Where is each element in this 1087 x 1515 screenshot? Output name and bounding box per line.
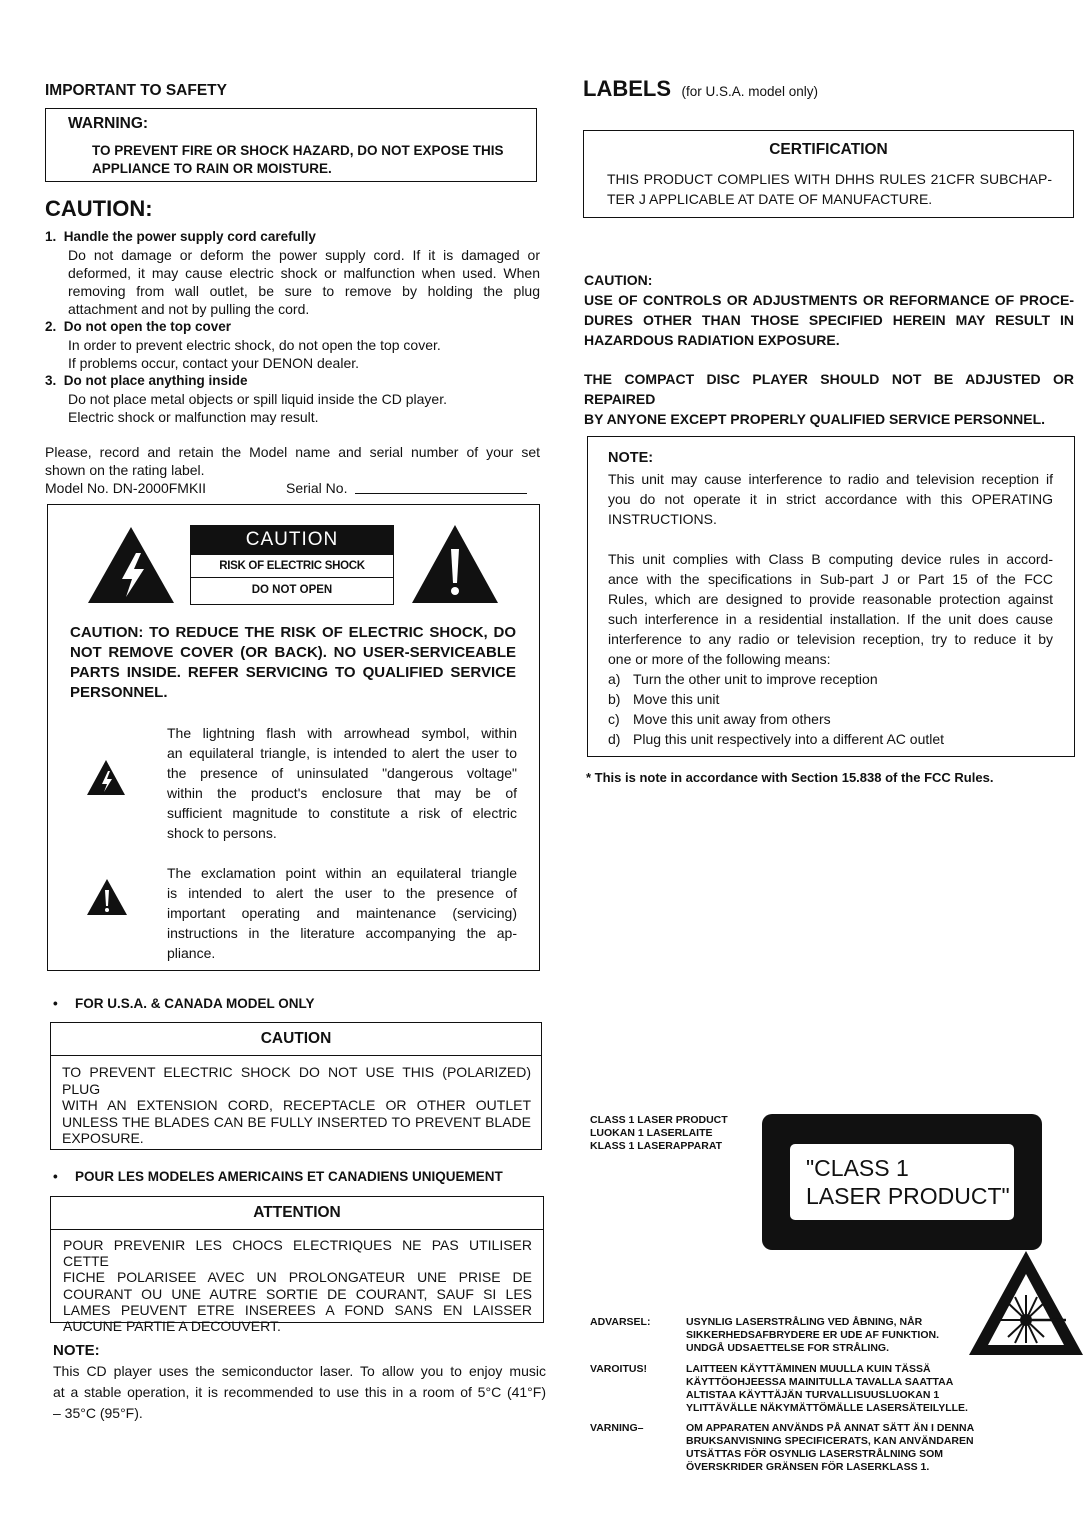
usa-caution-divider [51,1055,541,1056]
certification-text: THIS PRODUCT COMPLIES WITH DHHS RULES 21CFR SUBCHAP- TER J APPLICABLE AT DATE OF MANUFACTURE. [607,171,1052,207]
warning-text-fi: LAITTEEN KÄYTTÄMINEN MUULLA KUIN TÄSSÄ KÄYTTÖOHJEESSA MAINITULLA TAVALLA SAATTAA ALTISTAA KÄYTTÄJÄN TURVALLISUUSLUOKAN 1 YLITTÄVÄLLE NÄKYMÄTTÖMÄLLE LASERSÄTEILYLLE. [686,1363,968,1414]
fr-attention-text: POUR PREVENIR LES CHOCS ELECTRIQUES NE PAS UTILISER CETTE FICHE POLARISEE AVEC UN PROLONGATEUR UNE PRISE DE COURANT OU UNE AUTRE SORTIE DE COURANT, SAUF SI LES LAMES PEUVENT ETRE INSEREES A FOND SANS EN LAISSER AUCUNE PARTIE A DECOUVERT. [63,1237,532,1335]
class1-laser-label-text: "CLASS 1 LASER PRODUCT" [806,1155,1010,1209]
cd-service-warning: THE COMPACT DISC PLAYER SHOULD NOT BE ADJUSTED OR REPAIRED BY ANYONE EXCEPT PROPERLY QUALIFIED SERVICE PERSONNEL. [584,371,1074,427]
shock-caution-text: CAUTION: TO REDUCE THE RISK OF ELECTRIC SHOCK, DO NOT REMOVE COVER (OR BACK). NO USER-SERVICEABLE PARTS INSIDE. REFER SERVICING TO QUALIFIED SERVICE PERSONNEL. [70,624,516,701]
model-number: Model No. DN-2000FMKII [45,480,207,496]
fr-attention-title: ATTENTION [253,1204,341,1221]
lightning-description: The lightning flash with arrowhead symbol, within an equilateral triangle, is intended to alert the user to the presence of uninsulated "dangerous voltage" within the product's enclosure that may be of sufficient magnitude to constitute a risk of electric shock to persons. [167,725,517,841]
fcc-note-p2: This unit complies with Class B computing device rules in accord- ance with the specifications in Sub-part J or Part 15 of the FCC Rules, which are designed to provide reasonable protection against such interference in a residential installation. If the unit does cause interference to any radio or television reception, try to reduce it by one or more of the following means: [608,551,1053,667]
caution-label-title: CAUTION [191,526,393,554]
labels-heading-row [583,76,818,102]
warning-text-da: USYNLIG LASERSTRÅLING VED ÅBNING, NÅR SIKKERHEDSAFBRYDERE ER UDE AF FUNKTION. UNDGÅ UDSAETTELSE FOR STRÅLING. [686,1316,939,1354]
labels-subheading: (for U.S.A. model only) [681,84,818,99]
class1-laser-label [762,1114,1042,1250]
warning-title: WARNING: [68,115,149,132]
class1-laser-label-inner [790,1144,1014,1220]
certification-box [583,130,1074,218]
warning-text: TO PREVENT FIRE OR SHOCK HAZARD, DO NOT EXPOSE THIS APPLIANCE TO RAIN OR MOISTURE. [92,143,504,176]
fcc-means-item: a) Turn the other unit to improve reception [608,671,878,687]
safety-heading: IMPORTANT TO SAFETY [45,82,227,99]
fcc-note-p1: This unit may cause interference to radio and television reception if you do not operate it in strict accordance with this OPERATING INSTRUCTIONS. [608,471,1053,527]
record-text: Please, record and retain the Model name and serial number of your set shown on the rating label. Model No. DN-2000FMKII Serial No. [45,444,540,496]
caution-list [45,228,540,426]
lightning-small-icon [86,759,126,796]
usa-caution-text: TO PREVENT ELECTRIC SHOCK DO NOT USE THIS (POLARIZED) PLUG WITH AN EXTENSION CORD, RECEPTACLE OR OTHER OUTLET UNLESS THE BLADES CAN BE FULLY INSERTED TO PREVENT BLADE EXPOSURE. [62,1064,531,1146]
fcc-means-item: d) Plug this unit respectively into a different AC outlet [608,731,945,747]
fcc-means-list [608,669,1053,749]
serial-label: Serial No. [286,480,348,496]
fr-attention-box [50,1196,544,1335]
fr-heading: • POUR LES MODELES AMERICAINS ET CANADIENS UNIQUEMENT [75,1169,503,1184]
fcc-footnote: * This is note in accordance with Section 15.838 of the FCC Rules. [586,770,994,785]
certification-title: CERTIFICATION [769,141,888,158]
warning-box [45,108,537,182]
caution-item-2: 2. Do not open the top cover In order to prevent electric shock, do not open the top cover. If problems occur, contact your DENON dealer. [45,319,441,371]
note-title: NOTE: [53,1342,100,1359]
fcc-means-item: b) Move this unit [608,691,720,707]
caution-item-1: 1. Handle the power supply cord carefully Do not damage or deform the power supply cord. If it is damaged or deformed, it may cause electric shock or malfunction when used. When removing from wall outlet, be sure to remove by holding the plug attachment and not by pulling the cord. [45,229,540,317]
usa-caution-title: CAUTION [260,1030,332,1047]
shock-caution-box [47,504,540,971]
caution-label-line2: DO NOT OPEN [251,584,333,596]
caution-label [190,525,394,605]
caution-heading: CAUTION: [45,196,153,221]
fcc-note-title: NOTE: [608,450,654,466]
warning-label-sv: VARNING– [590,1422,644,1434]
usa-caution-box [50,1022,542,1150]
serial-field-line [355,493,527,494]
fcc-means-item: c) Move this unit away from others [608,711,831,727]
laser-class-small-text: CLASS 1 LASER PRODUCT LUOKAN 1 LASERLAITE KLASS 1 LASERAPPARAT [590,1114,728,1152]
note-text: This CD player uses the semiconductor laser. To allow you to enjoy music at a stable operation, it is recommended to use this in a room of 5°C (41°F) – 35°C (95°F). [53,1363,546,1421]
caution-item-3: 3. Do not place anything inside Do not place metal objects or spill liquid inside the CD player. Electric shock or malfunction may result. [45,373,447,425]
caution-label-line1: RISK OF ELECTRIC SHOCK [191,554,393,578]
laser-caution-block: CAUTION: USE OF CONTROLS OR ADJUSTMENTS OR REFORMANCE OF PROCE- DURES OTHER THAN THOSE SPECIFIED HEREIN MAY RESULT IN HAZARDOUS RADIATION EXPOSURE. [584,272,1074,348]
laser-caution-title: CAUTION: [584,272,653,288]
warning-text-sv: OM APPARATEN ANVÄNDS PÅ ANNAT SÄTT ÄN I DENNA BRUKSANVISNING SPECIFICERATS, KAN ANVÄNDAREN UTSÄTTAS FÖR OSYNLIG LASERSTRÅLNING SOM ÖVERSKRIDER GRÄNSEN FÖR LASERKLASS 1. [686,1422,975,1473]
fr-attention-divider [51,1229,543,1230]
laser-radiation-warning-icon [966,1248,1086,1358]
exclamation-triangle-icon [410,523,500,605]
warning-label-da: ADVARSEL: [590,1316,651,1328]
lightning-triangle-icon [86,525,176,605]
warning-label-fi: VAROITUS! [590,1363,647,1375]
fcc-note-box [587,436,1075,757]
labels-heading: LABELS [583,76,671,101]
usa-heading: • FOR U.S.A. & CANADA MODEL ONLY [75,996,315,1011]
exclamation-small-icon [86,878,128,916]
exclamation-description: The exclamation point within an equilateral triangle is intended to alert the user to the presence of important operating and maintenance (servicing) instructions in the literature accompanying the ap- pliance. [167,865,517,961]
